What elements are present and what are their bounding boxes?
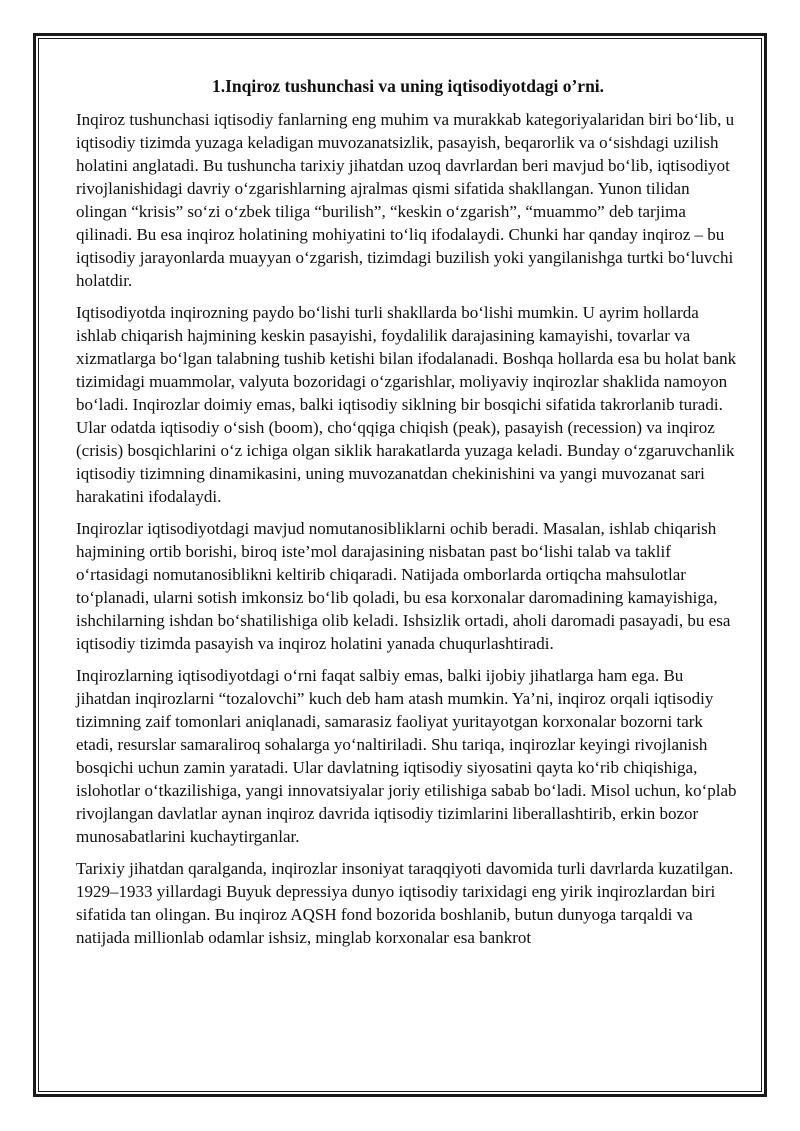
section-heading: 1.Inqiroz tushunchasi va uning iqtisodiyotdagi o’rni. [211,76,605,96]
paragraph-2: Iqtisodiyotda inqirozning paydo bo‘lishi turli shakllarda bo‘lishi mumkin. U ayrim hollarda ishlab chiqarish hajmining keskin pasayishi, foydalilik darajasining kamayishi, tovarlar va xizmatlarga bo‘lgan talabning tushib ketishi bilan ifodalanadi. Boshqa hollarda esa bu holat bank tizimidagi muammolar, valyuta bozoridagi o‘zgarishlar, moliyaviy inqirozlar shaklida namoyon bo‘ladi. Inqirozlar doimiy emas, balki iqtisodiy siklning bir bosqichi sifatida takrorlanib turadi. Ular odatda iqtisodiy o‘sish (boom), cho‘qqiga chiqish (peak), pasayish (recession) va inqiroz (crisis) bosqichlarini o‘z ichiga olgan siklik harakatlarda yuzaga keladi. Bunday o‘zgaruvchanlik iqtisodiy tizimning dinamikasini, uning muvozanatdan chekinishini va yangi muvozanat sari harakatini ifodalaydi. [76,303,737,506]
paragraph-4: Inqirozlarning iqtisodiyotdagi o‘rni faqat salbiy emas, balki ijobiy jihatlarga ham ega. Bu jihatdan inqirozlarni “tozalovchi” kuch deb ham atash mumkin. Ya’ni, inqiroz orqali iqtisodiy tizimning zaif tomonlari aniqlanadi, samarasiz faoliyat yuritayotgan korxonalar bozorni tark etadi, resurslar samaraliroq sohalarga yo‘naltiriladi. Shu tariqa, inqirozlar keyingi rivojlanish bosqichi uchun zamin yaratadi. Ular davlatning iqtisodiy siyosatini qayta ko‘rib chiqishiga, islohotlar o‘tkazilishiga, yangi innovatsiyalar joriy etilishiga sabab bo‘ladi. Misol uchun, ko‘plab rivojlangan davlatlar aynan inqiroz davrida iqtisodiy tizimlarini liberallashtirib, erkin bozor munosabatlarini kuchaytirganlar. [76,666,737,846]
paragraph-5: Tarixiy jihatdan qaralganda, inqirozlar insoniyat taraqqiyoti davomida turli davrlarda kuzatilgan. 1929–1933 yillardagi Buyuk depressiya dunyo iqtisodiy tarixidagi eng yirik inqirozlardan biri sifatida tan olingan. Bu inqiroz AQSH fond bozorida boshlanib, butun dunyoga tarqaldi va natijada millionlab odamlar ishsiz, minglab korxonalar esa bankrot [76,859,734,947]
paragraph-3: Inqirozlar iqtisodiyotdagi mavjud nomutanosibliklarni ochib beradi. Masalan, ishlab chiqarish hajmining ortib borishi, biroq iste’mol darajasining nisbatan past bo‘lishi talab va taklif o‘rtasidagi nomutanosiblikni keltirib chiqaradi. Natijada omborlarda ortiqcha mahsulotlar to‘planadi, ularni sotish imkonsiz bo‘lib qoladi, bu esa korxonalar daromadining kamayishiga, ishchilarning ishdan bo‘shatilishiga olib keladi. Ishsizlik ortadi, aholi daromadi pasayadi, bu esa iqtisodiy tizimda pasayish va inqiroz holatini yanada chuqurlashtiradi. [76,519,731,653]
document-body [76,74,740,958]
paragraph-1: Inqiroz tushunchasi iqtisodiy fanlarning eng muhim va murakkab kategoriyalaridan biri bo‘lib, u iqtisodiy tizimda yuzaga keladigan muvozanatsizlik, pasayish, beqarorlik va o‘sishdagi uzilish holatini anglatadi. Bu tushuncha tarixiy jihatdan uzoq davrlardan beri mavjud bo‘lib, iqtisodiyot rivojlanishidagi davriy o‘zgarishlarning ajralmas qismi sifatida shakllangan. Yunon tilidan olingan “krisis” so‘zi o‘zbek tiliga “burilish”, “keskin o‘zgarish”, “muammo” deb tarjima qilinadi. Bu esa inqiroz holatining mohiyatini to‘liq ifodalaydi. Chunki har qanday inqiroz – bu iqtisodiy jarayonlarda muayyan o‘zgarish, tizimdagi buzilish yoki yangilanishga turtki bo‘luvchi holatdir. [76,110,735,290]
